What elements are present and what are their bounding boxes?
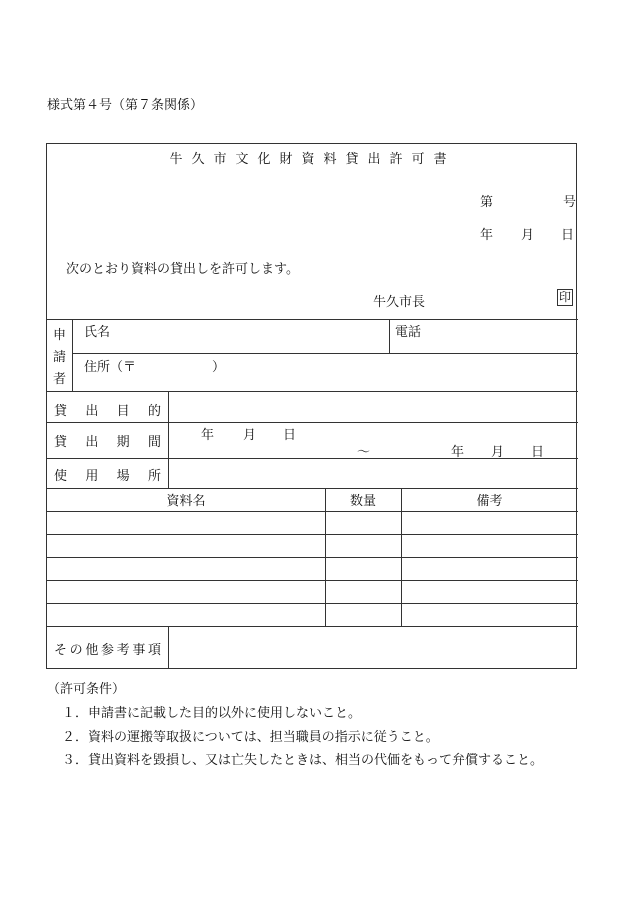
period-tilde: ～	[357, 445, 371, 460]
header-remarks: 備考	[476, 494, 503, 509]
period-end-day: 日	[531, 445, 545, 460]
table-row	[47, 580, 578, 581]
permit-form-frame	[46, 143, 577, 669]
divider	[47, 458, 578, 459]
issue-date-day: 日	[561, 228, 575, 243]
issue-date-month: 月	[521, 228, 535, 243]
condition-item: ３．貸出資料を毀損し、又は亡失したときは、相当の代価をもって弁償すること。	[62, 753, 544, 768]
divider	[72, 353, 578, 354]
seal-mark: 印	[558, 290, 571, 304]
document-title: 牛久市文化財資料貸出許可書	[169, 152, 456, 167]
header-material-name: 資料名	[166, 494, 206, 509]
issuer-name: 牛久市長	[373, 295, 426, 310]
divider	[168, 391, 169, 488]
divider	[47, 488, 578, 489]
other-notes-label: その他参考事項	[54, 643, 161, 658]
form-number-title: 様式第４号（第７条関係）	[47, 98, 204, 113]
period-label: 貸出期間	[54, 435, 161, 450]
number-go: 号	[563, 195, 577, 210]
applicant-label-1: 申	[52, 328, 66, 343]
applicant-label-3: 者	[52, 372, 66, 387]
applicant-address-label: 住所（〒	[84, 360, 137, 375]
purpose-label: 貸出目的	[54, 404, 161, 419]
period-start-month: 月	[243, 428, 257, 443]
divider	[72, 319, 73, 391]
applicant-address-close: ）	[212, 360, 226, 375]
divider	[47, 422, 578, 423]
table-row	[47, 603, 578, 604]
applicant-phone-label: 電話	[395, 325, 422, 340]
divider	[47, 319, 578, 320]
conditions-title: （許可条件）	[47, 682, 126, 697]
period-end-year: 年	[451, 445, 465, 460]
table-row	[47, 511, 578, 512]
divider	[168, 626, 169, 669]
permission-statement: 次のとおり資料の貸出しを許可します。	[66, 262, 299, 277]
divider	[47, 626, 578, 627]
condition-item: １．申請書に記載した目的以外に使用しないこと。	[62, 706, 362, 721]
applicant-label-2: 請	[52, 350, 66, 365]
period-start-year: 年	[201, 428, 215, 443]
number-dai: 第	[480, 195, 494, 210]
condition-item: ２．資料の運搬等取扱については、担当職員の指示に従うこと。	[62, 730, 439, 745]
location-label: 使用場所	[54, 469, 161, 484]
period-end-month: 月	[491, 445, 505, 460]
table-row	[47, 557, 578, 558]
period-start-day: 日	[283, 428, 297, 443]
applicant-name-label: 氏名	[84, 325, 111, 340]
issue-date-year: 年	[480, 228, 494, 243]
table-row	[47, 534, 578, 535]
divider	[389, 319, 390, 353]
header-quantity: 数量	[349, 494, 376, 509]
divider	[47, 391, 578, 392]
